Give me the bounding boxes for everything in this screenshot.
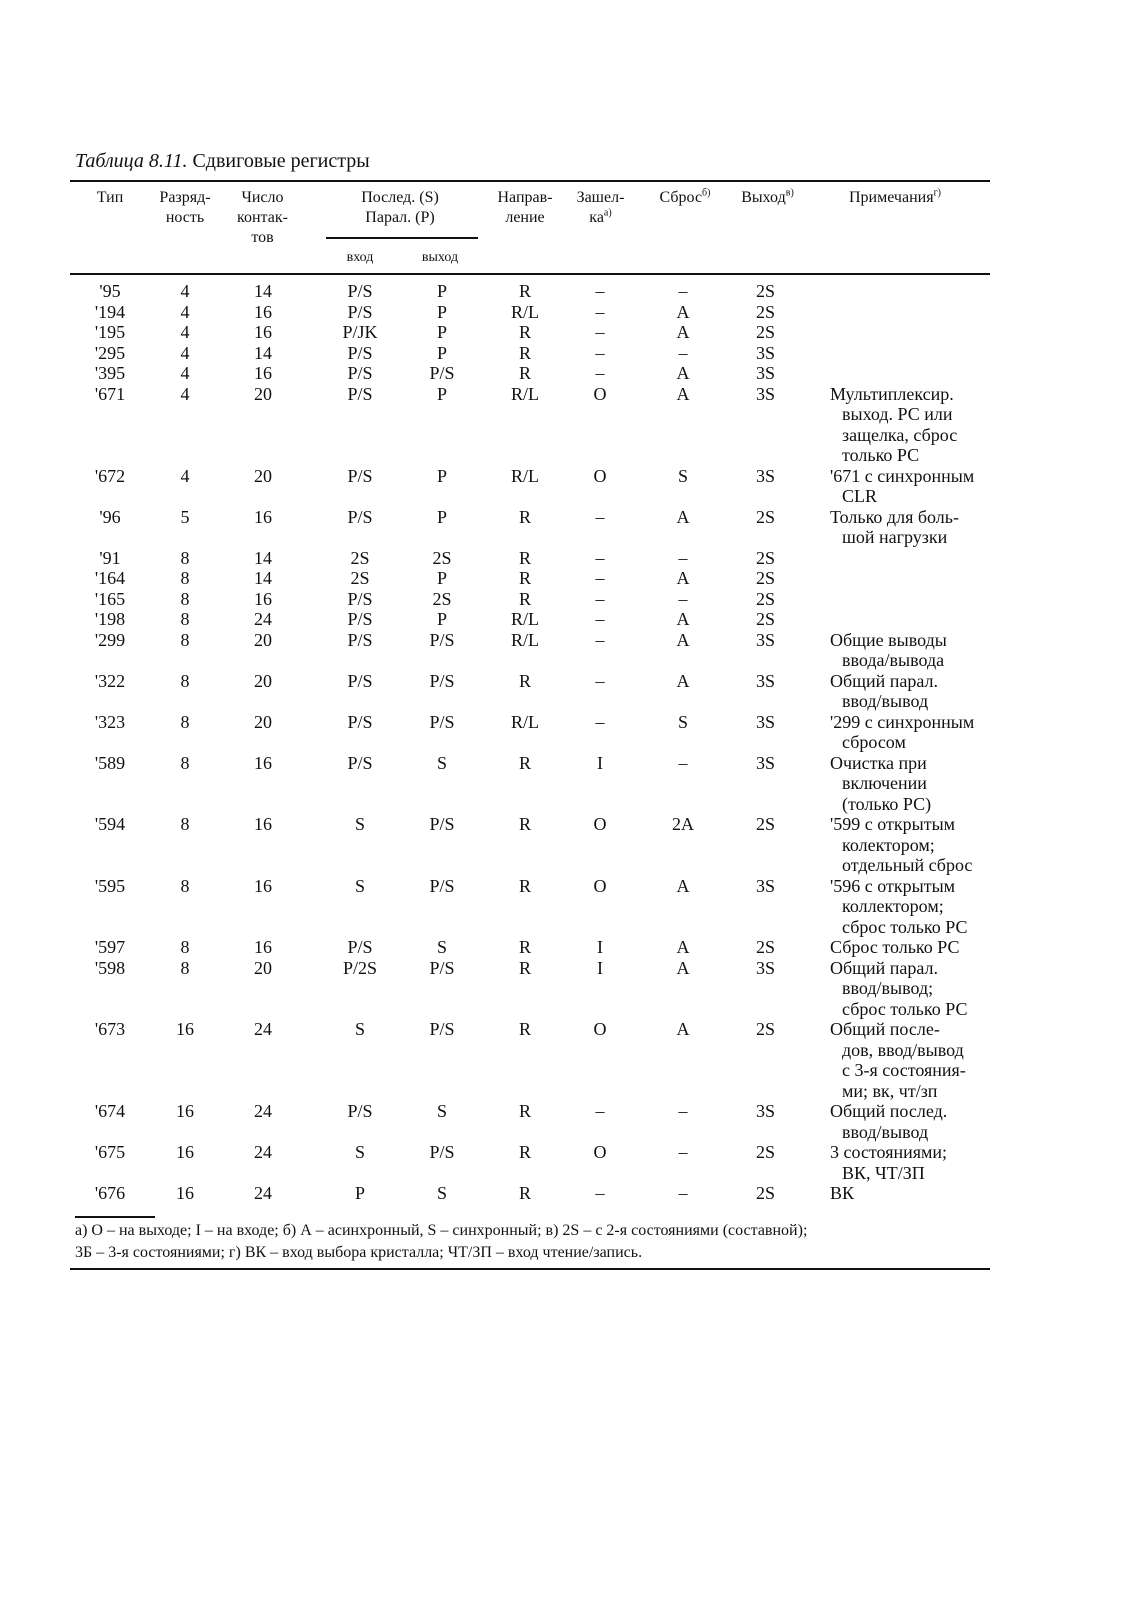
cell-out: P xyxy=(436,342,447,363)
header-pins: Число контак- тов xyxy=(237,189,288,246)
cell-latch: – xyxy=(595,506,605,527)
cell-pins: 14 xyxy=(254,568,272,588)
cell-output: 2S xyxy=(755,1019,775,1039)
cell-dir: R/L xyxy=(510,609,539,629)
cell-out: P xyxy=(436,322,447,342)
cell-pins: 24 xyxy=(254,1142,272,1162)
cell-bits: 4 xyxy=(180,322,190,342)
cell-bits: 4 xyxy=(180,465,190,486)
header-type: Тип xyxy=(96,189,124,206)
cell-bits: 8 xyxy=(180,609,190,629)
cell-pins: 24 xyxy=(254,1019,272,1039)
cell-type: '672 xyxy=(94,465,126,486)
cell-note xyxy=(830,958,1005,1020)
cell-bits: 8 xyxy=(180,814,190,834)
cell-latch: – xyxy=(595,1101,605,1121)
header-in: вход xyxy=(346,250,374,265)
cell-latch: – xyxy=(595,547,605,568)
cell-output: 2S xyxy=(755,568,775,588)
cell-out: S xyxy=(436,1183,447,1203)
cell-reset: – xyxy=(678,752,688,773)
cell-dir: R xyxy=(518,957,531,978)
cell-reset: A xyxy=(676,506,690,527)
cell-output: 2S xyxy=(755,1183,775,1203)
cell-latch: I xyxy=(597,752,603,773)
cell-type: '96 xyxy=(99,506,121,527)
cell-pins: 16 xyxy=(254,363,272,383)
cell-pins: 16 xyxy=(254,301,272,322)
cell-reset: A xyxy=(676,322,690,342)
cell-output: 3S xyxy=(755,629,775,650)
note-text: Только для боль- шой нагрузки xyxy=(830,506,959,547)
header-output-text: Выход xyxy=(741,189,786,206)
cell-in: S xyxy=(354,1019,365,1039)
cell-in: 2S xyxy=(350,547,370,568)
cell-bits: 16 xyxy=(176,1183,194,1203)
cell-note xyxy=(830,937,1005,958)
header-output-sup: в) xyxy=(785,187,794,199)
cell-reset: – xyxy=(678,1101,688,1121)
cell-reset: S xyxy=(677,465,688,486)
cell-pins: 20 xyxy=(254,383,272,404)
cell-bits: 5 xyxy=(180,506,190,527)
cell-output: 2S xyxy=(755,609,775,629)
note-text: '599 с открытым колектором; отдельный сброс xyxy=(830,814,973,875)
cell-dir: R xyxy=(518,1101,531,1121)
cell-out: P xyxy=(436,568,447,588)
cell-in: P/S xyxy=(347,363,373,383)
header-reset-text: Сброс xyxy=(659,189,703,206)
cell-in: P/S xyxy=(347,609,373,629)
cell-type: '195 xyxy=(94,322,126,342)
cell-dir: R/L xyxy=(510,711,539,732)
bottom-rule xyxy=(70,1268,990,1270)
cell-pins: 16 xyxy=(254,875,272,896)
cell-latch: I xyxy=(597,937,603,957)
cell-reset: 2A xyxy=(672,814,694,834)
cell-out: P/S xyxy=(429,363,455,383)
cell-note xyxy=(830,1183,1005,1204)
cell-reset: A xyxy=(676,363,690,383)
table-caption xyxy=(75,150,370,173)
cell-dir: R/L xyxy=(510,629,539,650)
cell-pins: 24 xyxy=(254,1183,272,1203)
cell-latch: – xyxy=(595,629,605,650)
cell-pins: 20 xyxy=(254,629,272,650)
cell-note xyxy=(830,1019,1005,1101)
cell-latch: O xyxy=(593,1019,607,1039)
cell-dir: R/L xyxy=(510,465,539,486)
note-text: Общий после- дов, ввод/вывод с 3-я состояния- ми; вк, чт/зп xyxy=(830,1019,966,1101)
cell-in: P/S xyxy=(347,506,373,527)
cell-reset: A xyxy=(676,937,690,957)
cell-pins: 14 xyxy=(254,342,272,363)
cell-type: '299 xyxy=(94,629,126,650)
cell-in: P/S xyxy=(347,588,373,609)
cell-output: 3S xyxy=(755,465,775,486)
header-bits: Разряд- ность xyxy=(159,189,211,226)
cell-pins: 20 xyxy=(254,711,272,732)
cell-latch: – xyxy=(595,363,605,383)
cell-type: '164 xyxy=(94,568,126,588)
cell-bits: 4 xyxy=(180,281,190,301)
cell-type: '395 xyxy=(94,363,126,383)
cell-reset: A xyxy=(676,301,690,322)
cell-bits: 8 xyxy=(180,957,190,978)
cell-out: S xyxy=(436,1101,447,1121)
cell-latch: – xyxy=(595,281,605,301)
cell-type: '676 xyxy=(94,1183,126,1203)
cell-type: '598 xyxy=(94,957,126,978)
cell-out: P/S xyxy=(429,875,455,896)
cell-out: P xyxy=(436,383,447,404)
cell-dir: R xyxy=(518,281,531,301)
cell-pins: 16 xyxy=(254,937,272,957)
cell-latch: – xyxy=(595,342,605,363)
cell-reset: A xyxy=(676,383,690,404)
cell-output: 3S xyxy=(755,711,775,732)
cell-type: '673 xyxy=(94,1019,126,1039)
cell-type: '165 xyxy=(94,588,126,609)
cell-output: 2S xyxy=(755,814,775,834)
note-text: '299 с синхронным сбросом xyxy=(830,711,975,752)
cell-type: '194 xyxy=(94,301,126,322)
note-text: ВК xyxy=(830,1183,855,1203)
cell-output: 2S xyxy=(755,547,775,568)
cell-dir: R xyxy=(518,322,531,342)
cell-out: P/S xyxy=(429,629,455,650)
cell-dir: R xyxy=(518,1142,531,1162)
cell-latch: I xyxy=(597,957,603,978)
cell-pins: 16 xyxy=(254,322,272,342)
cell-in: P/S xyxy=(347,752,373,773)
cell-output: 3S xyxy=(755,957,775,978)
cell-output: 3S xyxy=(755,875,775,896)
header-reset-sup: б) xyxy=(702,187,711,199)
cell-dir: R xyxy=(518,506,531,527)
cell-out: P/S xyxy=(429,1019,455,1039)
cell-latch: O xyxy=(593,814,607,834)
cell-reset: – xyxy=(678,281,688,301)
cell-output: 3S xyxy=(755,752,775,773)
cell-bits: 8 xyxy=(180,588,190,609)
cell-in: P/S xyxy=(347,711,373,732)
cell-reset: – xyxy=(678,547,688,568)
note-text: '671 с синхронным CLR xyxy=(830,465,975,506)
note-text: Общий парал. ввод/вывод xyxy=(830,670,939,711)
cell-dir: R xyxy=(518,670,531,691)
cell-output: 3S xyxy=(755,342,775,363)
cell-dir: R xyxy=(518,875,531,896)
note-text: '596 с открытым коллектором; сброс только РС xyxy=(830,875,968,937)
note-text: 3 состояниями; ВК, ЧТ/ЗП xyxy=(830,1142,948,1183)
cell-in: S xyxy=(354,1142,365,1162)
header-output xyxy=(725,188,810,208)
cell-dir: R xyxy=(518,1183,531,1203)
cell-bits: 8 xyxy=(180,629,190,650)
cell-latch: O xyxy=(593,465,607,486)
cell-note xyxy=(830,1101,1005,1142)
footnote-line-1: а) О – на выходе; I – на входе; б) А – асинхронный, S – синхронный; в) 2S – с 2-я состояниями (составной); xyxy=(75,1222,808,1239)
cell-latch: – xyxy=(595,609,605,629)
cell-note xyxy=(830,712,1005,753)
cell-reset: A xyxy=(676,875,690,896)
cell-dir: R/L xyxy=(510,383,539,404)
cell-output: 3S xyxy=(755,363,775,383)
cell-bits: 16 xyxy=(176,1019,194,1039)
cell-reset: A xyxy=(676,609,690,629)
cell-latch: – xyxy=(595,301,605,322)
cell-bits: 8 xyxy=(180,568,190,588)
cell-pins: 16 xyxy=(254,814,272,834)
cell-latch: – xyxy=(595,588,605,609)
cell-type: '595 xyxy=(94,875,126,896)
footnote-line-2: 3Б – 3-я состояниями; г) ВК – вход выбора кристалла; ЧТ/ЗП – вход чтение/запись. xyxy=(75,1244,643,1261)
cell-dir: R xyxy=(518,547,531,568)
cell-dir: R xyxy=(518,363,531,383)
cell-in: P/S xyxy=(347,342,373,363)
cell-pins: 20 xyxy=(254,957,272,978)
cell-latch: – xyxy=(595,322,605,342)
header-latch-sup: а) xyxy=(603,207,612,219)
cell-latch: O xyxy=(593,383,607,404)
cell-in: P/S xyxy=(347,465,373,486)
cell-dir: R xyxy=(518,588,531,609)
cell-bits: 16 xyxy=(176,1101,194,1121)
cell-in: 2S xyxy=(350,568,370,588)
cell-out: 2S xyxy=(432,588,452,609)
header-notes xyxy=(820,188,970,208)
cell-output: 2S xyxy=(755,281,775,301)
cell-latch: – xyxy=(595,1183,605,1203)
subheader-rule xyxy=(326,237,478,239)
cell-in: P/S xyxy=(347,670,373,691)
cell-type: '589 xyxy=(94,752,126,773)
cell-reset: – xyxy=(678,1183,688,1203)
cell-reset: A xyxy=(676,568,690,588)
cell-latch: O xyxy=(593,1142,607,1162)
cell-type: '322 xyxy=(94,670,126,691)
note-text: Мультиплексир. выход. РС или защелка, сброс только РС xyxy=(830,383,958,465)
cell-type: '295 xyxy=(94,342,126,363)
cell-out: P/S xyxy=(429,957,455,978)
cell-output: 3S xyxy=(755,670,775,691)
cell-out: P xyxy=(436,465,447,486)
header-reset xyxy=(645,188,725,208)
cell-output: 2S xyxy=(755,506,775,527)
cell-bits: 8 xyxy=(180,752,190,773)
caption-label: Таблица 8.11. xyxy=(75,150,188,172)
cell-note xyxy=(830,671,1005,712)
cell-in: P/S xyxy=(347,281,373,301)
cell-output: 2S xyxy=(755,301,775,322)
note-text: Очистка при включении (только РС) xyxy=(830,752,932,814)
cell-note xyxy=(830,814,1005,876)
top-rule xyxy=(70,180,990,182)
cell-pins: 16 xyxy=(254,506,272,527)
cell-output: 2S xyxy=(755,588,775,609)
cell-type: '91 xyxy=(99,547,121,568)
cell-bits: 8 xyxy=(180,875,190,896)
cell-reset: A xyxy=(676,670,690,691)
cell-bits: 16 xyxy=(176,1142,194,1162)
cell-reset: A xyxy=(676,957,690,978)
cell-pins: 20 xyxy=(254,670,272,691)
cell-out: 2S xyxy=(432,547,452,568)
cell-bits: 8 xyxy=(180,670,190,691)
cell-pins: 14 xyxy=(254,547,272,568)
cell-dir: R xyxy=(518,342,531,363)
cell-reset: A xyxy=(676,629,690,650)
cell-bits: 4 xyxy=(180,342,190,363)
cell-reset: S xyxy=(677,711,688,732)
cell-out: S xyxy=(436,937,447,957)
cell-latch: – xyxy=(595,711,605,732)
cell-latch: – xyxy=(595,670,605,691)
cell-in: P/S xyxy=(347,629,373,650)
cell-out: P xyxy=(436,301,447,322)
cell-reset: – xyxy=(678,342,688,363)
cell-dir: R xyxy=(518,568,531,588)
cell-pins: 16 xyxy=(254,752,272,773)
cell-dir: R xyxy=(518,814,531,834)
cell-reset: A xyxy=(676,1019,690,1039)
cell-reset: – xyxy=(678,1142,688,1162)
cell-output: 2S xyxy=(755,937,775,957)
cell-out: P/S xyxy=(429,1142,455,1162)
cell-latch: – xyxy=(595,568,605,588)
cell-in: P/2S xyxy=(342,957,378,978)
caption-title: Сдвиговые регистры xyxy=(192,150,370,172)
cell-in: P xyxy=(354,1183,365,1203)
cell-out: S xyxy=(436,752,447,773)
header-notes-sup: г) xyxy=(933,187,941,199)
cell-bits: 4 xyxy=(180,363,190,383)
cell-out: P/S xyxy=(429,670,455,691)
cell-dir: R xyxy=(518,752,531,773)
cell-type: '594 xyxy=(94,814,126,834)
cell-note xyxy=(830,384,1005,466)
header-out: выход xyxy=(421,250,459,265)
cell-out: P xyxy=(436,281,447,301)
header-latch xyxy=(563,188,638,228)
cell-note xyxy=(830,876,1005,938)
cell-note xyxy=(830,753,1005,815)
footnote-short-rule xyxy=(75,1216,155,1218)
cell-dir: R xyxy=(518,937,531,957)
cell-note xyxy=(830,1142,1005,1183)
header-latch-text: Зашел- ка xyxy=(576,189,625,226)
cell-pins: 24 xyxy=(254,1101,272,1121)
cell-bits: 4 xyxy=(180,301,190,322)
cell-bits: 4 xyxy=(180,383,190,404)
header-serial-parallel: Послед. (S) Парал. (P) xyxy=(361,189,439,226)
cell-note xyxy=(830,630,1005,671)
cell-output: 3S xyxy=(755,1101,775,1121)
cell-dir: R xyxy=(518,1019,531,1039)
header-bottom-rule xyxy=(70,273,990,275)
cell-note xyxy=(830,507,1005,548)
note-text: Общий парал. ввод/вывод; сброс только РС xyxy=(830,957,968,1019)
cell-note xyxy=(830,466,1005,507)
cell-in: S xyxy=(354,875,365,896)
cell-latch: O xyxy=(593,875,607,896)
cell-type: '671 xyxy=(94,383,126,404)
note-text: Общий послед. ввод/вывод xyxy=(830,1101,948,1142)
cell-bits: 8 xyxy=(180,937,190,957)
cell-pins: 24 xyxy=(254,609,272,629)
cell-in: P/JK xyxy=(342,322,378,342)
cell-dir: R/L xyxy=(510,301,539,322)
cell-in: S xyxy=(354,814,365,834)
cell-out: P xyxy=(436,506,447,527)
cell-type: '323 xyxy=(94,711,126,732)
header-notes-text: Примечания xyxy=(848,189,934,206)
cell-in: P/S xyxy=(347,1101,373,1121)
cell-type: '198 xyxy=(94,609,126,629)
cell-out: P xyxy=(436,609,447,629)
cell-in: P/S xyxy=(347,301,373,322)
cell-pins: 20 xyxy=(254,465,272,486)
cell-in: P/S xyxy=(347,383,373,404)
header-direction: Направ- ление xyxy=(497,189,553,226)
cell-type: '95 xyxy=(99,281,121,301)
cell-bits: 8 xyxy=(180,547,190,568)
cell-type: '597 xyxy=(94,937,126,957)
cell-type: '674 xyxy=(94,1101,126,1121)
cell-bits: 8 xyxy=(180,711,190,732)
cell-output: 2S xyxy=(755,1142,775,1162)
cell-pins: 14 xyxy=(254,281,272,301)
cell-pins: 16 xyxy=(254,588,272,609)
cell-out: P/S xyxy=(429,711,455,732)
cell-type: '675 xyxy=(94,1142,126,1162)
cell-output: 3S xyxy=(755,383,775,404)
cell-reset: – xyxy=(678,588,688,609)
note-text: Сброс только РС xyxy=(830,937,960,957)
cell-output: 2S xyxy=(755,322,775,342)
cell-out: P/S xyxy=(429,814,455,834)
cell-in: P/S xyxy=(347,937,373,957)
note-text: Общие выводы ввода/вывода xyxy=(830,629,947,670)
